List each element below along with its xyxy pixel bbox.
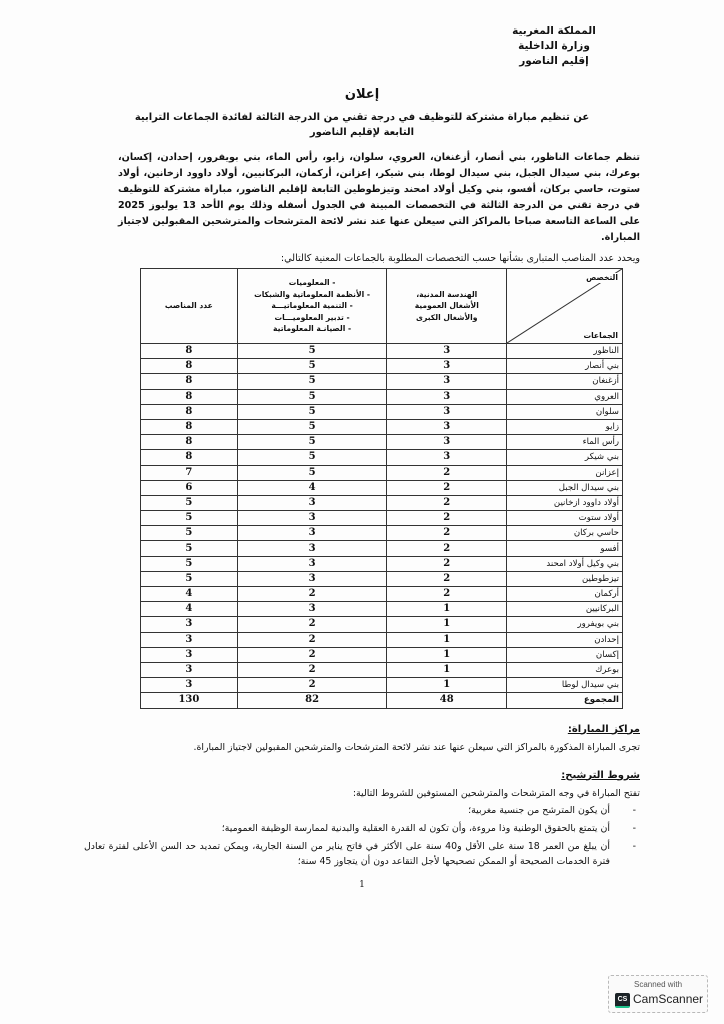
it-specialty: - المعلوميات [288,278,336,288]
table-row [141,404,623,419]
civil-specialty: الهندسة المدنية، [416,289,478,299]
row-civil-posts: 2 [387,480,507,495]
table-row [141,511,623,526]
row-civil-posts: 2 [387,571,507,586]
row-total-posts: 3 [141,662,238,677]
table-row [141,556,623,571]
row-commune-name: بني وكيل أولاد امحند [507,556,623,571]
header-corner-cell [507,269,623,344]
table-row [141,662,623,677]
total-civil-sum: 48 [387,693,507,708]
row-total-posts: 7 [141,465,238,480]
row-it-posts: 5 [237,344,387,359]
centers-heading: مراكز المباراة: [567,723,640,735]
row-civil-posts: 1 [387,647,507,662]
row-civil-posts: 3 [387,374,507,389]
row-commune-name: بني بويفرور [507,617,623,632]
bullet-dash: - [632,804,636,816]
condition-item [84,803,640,818]
total-label: المجموع [507,693,623,708]
row-it-posts: 2 [237,587,387,602]
row-it-posts: 3 [237,526,387,541]
row-commune-name: إعزانن [507,465,623,480]
row-civil-posts: 2 [387,526,507,541]
table-row [141,450,623,465]
row-it-posts: 3 [237,541,387,556]
conditions-list [84,803,640,869]
row-commune-name: زايو [507,419,623,434]
row-total-posts: 8 [141,359,238,374]
table-body [141,344,623,693]
table-row [141,374,623,389]
row-total-posts: 3 [141,632,238,647]
intro-part-2: في التخصصات المبينة في الجدول أسفله وذلك يوم [228,200,477,211]
document-body [84,86,640,891]
table-row [141,617,623,632]
row-commune-name: سلوان [507,404,623,419]
row-commune-name: البركانيين [507,602,623,617]
row-it-posts: 5 [237,374,387,389]
intro-time: الساعة التاسعة صباحا [514,216,617,227]
row-total-posts: 4 [141,587,238,602]
table-row [141,389,623,404]
watermark-caption: Scanned with [633,980,683,989]
conditions-intro: تفتح المباراة في وجه المترشحات والمترشحين المستوفين للشروط التالية: [352,787,640,799]
civil-specialty: الأشغال العمومية [414,301,479,311]
conditions-heading: شروط الترشيح: [561,769,640,781]
row-civil-posts: 2 [387,465,507,480]
row-civil-posts: 2 [387,541,507,556]
row-total-posts: 8 [141,404,238,419]
camscanner-logo-icon: CS [615,993,630,1008]
row-it-posts: 5 [237,359,387,374]
row-total-posts: 4 [141,602,238,617]
watermark-brand: CamScanner [633,992,704,1006]
centers-text: تجرى المباراة المذكورة بالمراكز التي سيعلن عنها عند نشر لائحة المترشحات والمترشحين المقبولين لاجتياز المباراة. [193,741,640,753]
row-total-posts: 8 [141,435,238,450]
row-commune-name: بني شيكر [507,450,623,465]
row-commune-name: أركمان [507,587,623,602]
table-row [141,602,623,617]
header-total-posts: عدد المناصب [141,269,238,344]
letterhead [484,24,624,69]
it-specialty: - الصيانـة المعلوماتية [272,324,352,334]
row-it-posts: 5 [237,465,387,480]
row-civil-posts: 3 [387,344,507,359]
row-total-posts: 8 [141,419,238,434]
table-row [141,587,623,602]
intro-part-4: بالمراكز التي سيعلن عنها عند نشر لائحة المترشحات والمترشحين المقبولين لاجتياز المباراة. [118,216,640,243]
row-commune-name: أولاد ستوت [507,511,623,526]
row-total-posts: 5 [141,556,238,571]
row-commune-name: أفسو [507,541,623,556]
table-row [141,632,623,647]
row-civil-posts: 3 [387,419,507,434]
table-row [141,419,623,434]
row-civil-posts: 1 [387,632,507,647]
row-civil-posts: 2 [387,495,507,510]
it-specialty: - تدبير المعلوميـــات [274,312,350,322]
document-subtitle [122,110,602,140]
row-commune-name: العروي [507,389,623,404]
row-total-posts: 6 [141,480,238,495]
row-it-posts: 3 [237,556,387,571]
row-total-posts: 3 [141,647,238,662]
row-civil-posts: 3 [387,389,507,404]
row-civil-posts: 3 [387,404,507,419]
row-commune-name: بني أنصار [507,359,623,374]
page-number: 1 [359,879,365,890]
table-row [141,647,623,662]
row-civil-posts: 3 [387,435,507,450]
row-commune-name: حاسي بركان [507,526,623,541]
intro-part-3: على [619,216,641,227]
intro-part-1: تنظم جماعات الناظور، بني أنصار، أزغنغان، العروي، سلوان، زايو، رأس الماء، بني بويفرور، إحدادن، إكسان، بوعرك، بني سيدال الجبل، بني سيدال لوطا، بني شيكر، إعزانن، أركمان، البركانيين، أولاد داوود ازخانين، أولاد ستوت، حاسي بركان، أفسو، بني وكيل أولاد امحند وتيزطوطين التابعة لإقليم الناضور، مباراة مشتركة للتوظيف في درجة [118,152,641,211]
table-row [141,435,623,450]
row-commune-name: رأس الماء [507,435,623,450]
row-civil-posts: 2 [387,556,507,571]
table-row [141,480,623,495]
row-total-posts: 8 [141,344,238,359]
row-civil-posts: 2 [387,511,507,526]
header-it-specialties [237,269,387,344]
row-total-posts: 5 [141,495,238,510]
row-commune-name: بني سيدال لوطا [507,678,623,693]
row-civil-posts: 3 [387,450,507,465]
row-civil-posts: 1 [387,662,507,677]
corner-specialty-label: التخصص [586,273,618,282]
row-it-posts: 3 [237,495,387,510]
letterhead-province: إقليم الناضور [519,55,589,67]
table-row [141,359,623,374]
bullet-dash: - [632,822,636,834]
condition-text: أن يبلغ من العمر 18 سنة على الأقل و40 سنة على الأكثر في فاتح يناير من السنة الجارية، ويمكن تمديد حد السن الأعلى لفترة تعادل فترة الخدمات الصحيحة أو الممكن تصحيحها لأجل التقاعد دون أن يتجاوز 45 سنة؛ [84,840,610,867]
row-it-posts: 4 [237,480,387,495]
row-commune-name: إحدادن [507,632,623,647]
row-civil-posts: 1 [387,602,507,617]
row-total-posts: 8 [141,374,238,389]
bullet-dash: - [632,840,636,852]
subtitle-line-1: عن تنظيم مباراة مشتركة للتوظيف في درجة تقني من الدرجة الثالثة لفائدة الجماعات الترابية [134,112,590,123]
row-it-posts: 5 [237,419,387,434]
table-total-row [141,693,623,708]
total-it-sum: 82 [237,693,387,708]
row-it-posts: 3 [237,602,387,617]
condition-item [84,821,640,836]
posts-table [140,268,623,709]
row-civil-posts: 1 [387,617,507,632]
intro-date: الأحد 13 يوليوز 2025 [118,200,224,211]
civil-specialty: والأشغال الكبرى [416,312,478,322]
corner-communes-label: الجماعات [583,331,618,340]
row-commune-name: بني سيدال الجبل [507,480,623,495]
row-total-posts: 5 [141,511,238,526]
row-it-posts: 5 [237,389,387,404]
row-it-posts: 2 [237,678,387,693]
it-specialty: - التنمية المعلوماتيـــة [271,301,353,311]
table-row [141,571,623,586]
row-it-posts: 5 [237,450,387,465]
row-total-posts: 5 [141,571,238,586]
table-header-row [141,269,623,344]
header-civil-engineering [387,269,507,344]
row-it-posts: 2 [237,662,387,677]
subtitle-line-2: التابعة لإقليم الناضور [309,127,415,138]
row-civil-posts: 3 [387,359,507,374]
row-it-posts: 5 [237,435,387,450]
row-it-posts: 5 [237,404,387,419]
row-commune-name: تيزطوطين [507,571,623,586]
letterhead-kingdom: المملكة المغربية [512,25,596,37]
letterhead-ministry: وزارة الداخلية [518,40,590,52]
row-it-posts: 2 [237,617,387,632]
table-row [141,678,623,693]
condition-text: أن يكون المترشح من جنسية مغربية؛ [468,804,610,816]
row-it-posts: 2 [237,632,387,647]
total-posts-sum: 130 [141,693,238,708]
row-commune-name: أولاد داوود ازخانين [507,495,623,510]
row-commune-name: إكسان [507,647,623,662]
row-it-posts: 3 [237,571,387,586]
it-specialty: - الأنظمة المعلوماتية والشبكات [254,289,371,299]
row-total-posts: 3 [141,678,238,693]
row-total-posts: 5 [141,526,238,541]
row-total-posts: 8 [141,389,238,404]
row-total-posts: 5 [141,541,238,556]
row-total-posts: 8 [141,450,238,465]
row-it-posts: 3 [237,511,387,526]
table-row [141,465,623,480]
table-row [141,526,623,541]
row-commune-name: الناظور [507,344,623,359]
table-row [141,344,623,359]
condition-item [84,839,640,869]
table-row [141,495,623,510]
row-it-posts: 2 [237,647,387,662]
row-total-posts: 3 [141,617,238,632]
row-civil-posts: 1 [387,678,507,693]
camscanner-watermark [608,975,708,1013]
row-commune-name: أزغنغان [507,374,623,389]
row-civil-posts: 2 [387,587,507,602]
condition-text: أن يتمتع بالحقوق الوطنية وذا مروءة، وأن تكون له القدرة العقلية والبدنية لممارسة الوظيفة العمومية؛ [221,822,610,834]
row-commune-name: بوعرك [507,662,623,677]
table-caption: ويحدد عدد المناصب المتبارى بشأنها حسب التخصصات المطلوبة بالجماعات المعنية كالتالي: [280,253,640,264]
document-title: إعلان [344,87,380,102]
intro-paragraph [118,150,640,246]
intro-grade: تقني من الدرجة الثالثة [480,200,592,211]
table-row [141,541,623,556]
